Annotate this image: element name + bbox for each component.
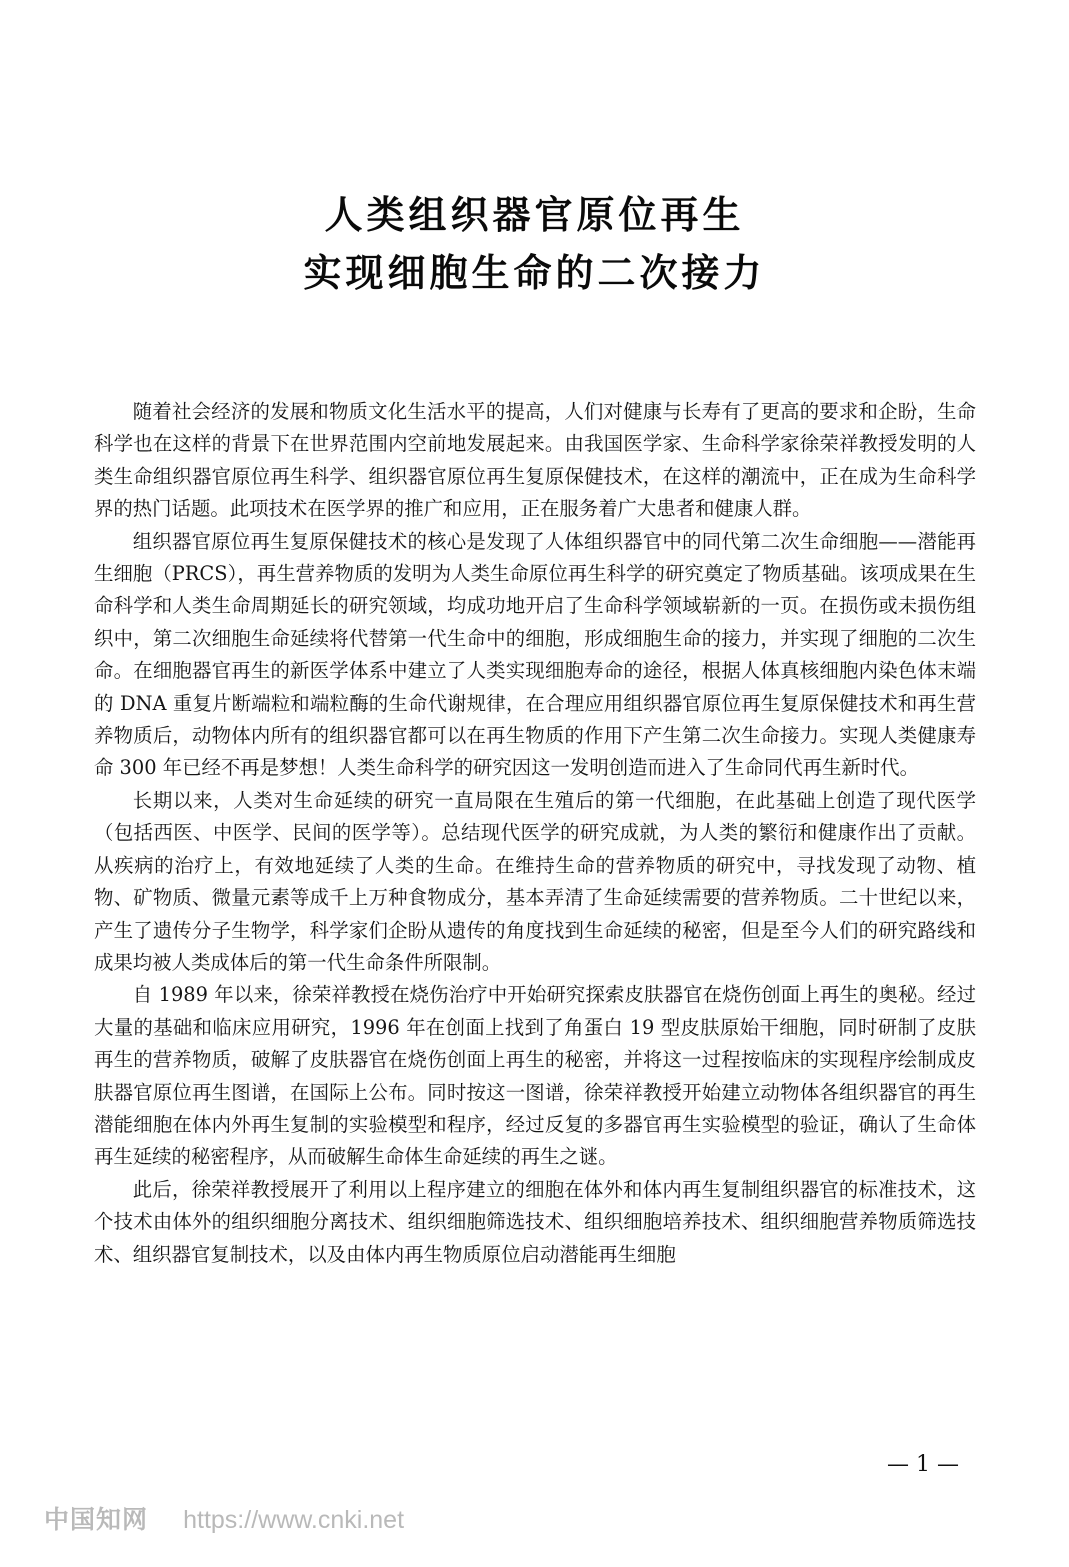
title-line-2: 实现细胞生命的二次接力: [303, 251, 766, 295]
paragraph-1: 随着社会经济的发展和物质文化生活水平的提高，人们对健康与长寿有了更高的要求和企盼，生命科学也在这样的背景下在世界范围内空前地发展起来。由我国医学家、生命科学家徐荣祥教授发明的人类生命组织器官原位再生科学、组织器官原位再生复原保健技术，在这样的潮流中，正在成为生命科学界的热门话题。此项技术在医学界的推广和应用，正在服务着广大患者和健康人群。: [94, 400, 976, 521]
page-number: — 1 —: [887, 1452, 959, 1477]
article-body: [94, 396, 976, 1271]
article-title: [0, 186, 1069, 302]
watermark-logo: 中国知网: [44, 1505, 149, 1534]
paragraph-5: 此后，徐荣祥教授展开了利用以上程序建立的细胞在体外和体内再生复制组织器官的标准技术，这个技术由体外的组织细胞分离技术、组织细胞筛选技术、组织细胞培养技术、组织细胞营养物质筛选技术、组织器官复制技术，以及由体内再生物质原位启动潜能再生细胞: [94, 1177, 976, 1266]
title-line-1: 人类组织器官原位再生: [324, 193, 745, 237]
cnki-watermark: [44, 1500, 404, 1540]
paragraph-2: 组织器官原位再生复原保健技术的核心是发现了人体组织器官中的同代第二次生命细胞——潜能再生细胞（PRCS），再生营养物质的发明为人类生命原位再生科学的研究奠定了物质基础。该项成果在生命科学和人类生命周期延长的研究领域，均成功地开启了生命科学领域崭新的一页。在损伤或未损伤组织中，第二次细胞生命延续将代替第一代生命中的细胞，形成细胞生命的接力，并实现了细胞的二次生命。在细胞器官再生的新医学体系中建立了人类实现细胞寿命的途径，根据人体真核细胞内染色体末端的 DNA 重复片断端粒和端粒酶的生命代谢规律，在合理应用组织器官原位再生复原保健技术和再生营养物质后，动物体内所有的组织器官都可以在再生物质的作用下产生第二次生命接力。实现人类健康寿命 300 年已经不再是梦想！人类生命科学的研究因这一发明创造而进入了生命同代再生新时代。: [94, 529, 976, 780]
paragraph-4: 自 1989 年以来，徐荣祥教授在烧伤治疗中开始研究探索皮肤器官在烧伤创面上再生的奥秘。经过大量的基础和临床应用研究，1996 年在创面上找到了角蛋白 19 型皮肤原始干细胞，同时研制了皮肤再生的营养物质，破解了皮肤器官在烧伤创面上再生的秘密，并将这一过程按临床的实现程序绘制成皮肤器官原位再生图谱，在国际上公布。同时按这一图谱，徐荣祥教授开始建立动物体各组织器官的再生潜能细胞在体内外再生复制的实验模型和程序，经过反复的多器官再生实验模型的验证，确认了生命体再生延续的秘密程序，从而破解生命体生命延续的再生之谜。: [94, 983, 976, 1169]
paragraph-3: 长期以来，人类对生命延续的研究一直局限在生殖后的第一代细胞，在此基础上创造了现代医学（包括西医、中医学、民间的医学等）。总结现代医学的研究成就，为人类的繁衍和健康作出了贡献。从疾病的治疗上，有效地延续了人类的生命。在维持生命的营养物质的研究中，寻找发现了动物、植物、矿物质、微量元素等成千上万种食物成分，基本弄清了生命延续需要的营养物质。二十世纪以来，产生了遗传分子生物学，科学家们企盼从遗传的角度找到生命延续的秘密，但是至今人们的研究路线和成果均被人类成体后的第一代生命条件所限制。: [94, 788, 976, 974]
watermark-url: https://www.cnki.net: [183, 1506, 405, 1534]
